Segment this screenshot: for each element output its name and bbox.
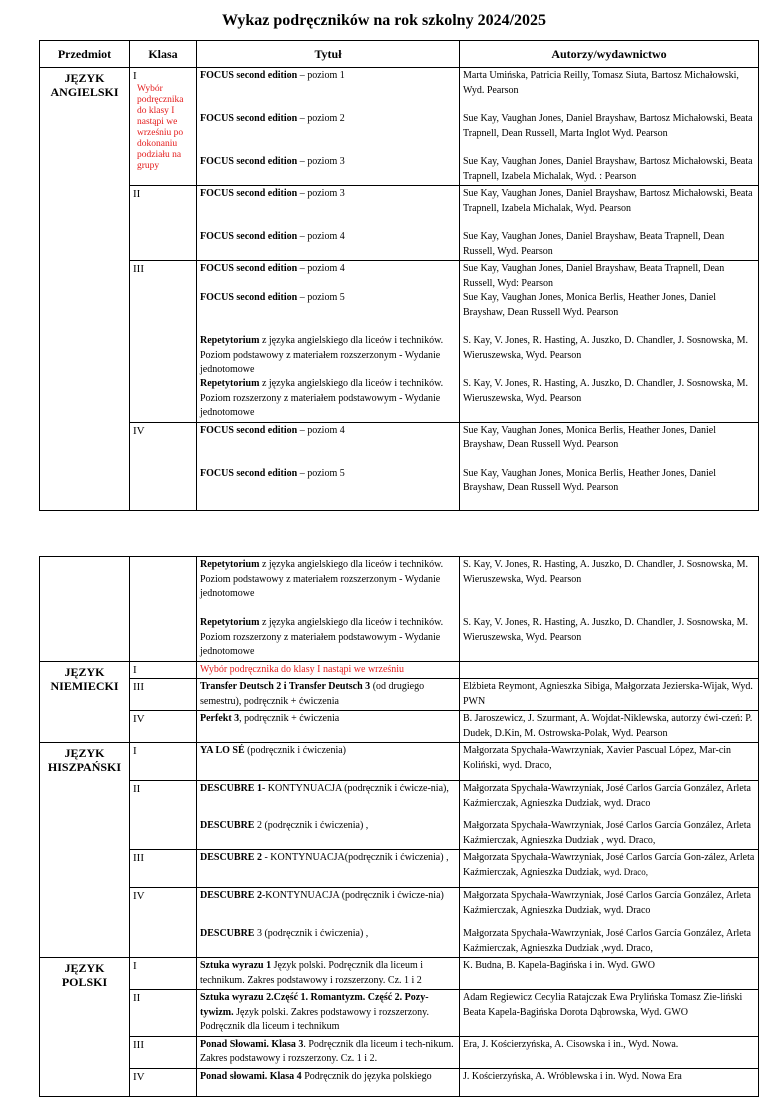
- book-title-rest: z języka angielskiego dla liceów i techników. Poziom rozszerzony z materiałem podstawowym - Wydanie jednotomowe: [200, 378, 444, 418]
- book-title-rest: z języka angielskiego dla liceów i techników. Poziom podstawowy z materiałem rozszerzonym - Wydanie jednotomowe: [200, 335, 444, 375]
- title-cell: [197, 711, 460, 743]
- class-cell: [130, 557, 197, 662]
- class-cell: IV: [130, 1068, 197, 1096]
- authors-cell: B. Jaroszewicz, J. Szurmant, A. Wojdat-Niklewska, autorzy ćwi-czeń: P. Dudek, D.Kin, M. Ostrowska-Polak, Wyd. Pearson: [460, 711, 759, 743]
- title-cell: [197, 422, 460, 510]
- title-cell: [197, 679, 460, 711]
- table-row: [40, 743, 759, 781]
- authors-cell: [460, 68, 759, 186]
- book-title-rest: 2 (podręcznik i ćwiczenia) ,: [254, 820, 369, 831]
- class-cell: I: [130, 661, 197, 679]
- authors-cell: [460, 422, 759, 510]
- table-row: [40, 422, 759, 510]
- title-cell: [197, 850, 460, 888]
- authors-text: S. Kay, V. Jones, R. Hasting, A. Juszko, D. Chandler, J. Sosnowska, M. Wieruszewska, Wyd. Pearson: [463, 335, 748, 361]
- authors-text: Sue Kay, Vaughan Jones, Monica Berlis, Heather Jones, Daniel Brayshaw, Dean Russell Wyd. Pearson: [463, 467, 716, 493]
- book-title: FOCUS second edition: [200, 231, 298, 242]
- table-row: [40, 1036, 759, 1068]
- book-title: FOCUS second edition: [200, 113, 298, 124]
- book-title-rest: – poziom 3: [297, 188, 345, 199]
- authors-cell: J. Kościerzyńska, A. Wróblewska i in. Wyd. Nowa Era: [460, 1068, 759, 1096]
- table-row: [40, 557, 759, 662]
- title-cell: [197, 781, 460, 850]
- page-title: Wykaz podręczników na rok szkolny 2024/2025: [221, 12, 547, 29]
- authors-text: S. Kay, V. Jones, R. Hasting, A. Juszko, D. Chandler, J. Sosnowska, M. Wieruszewska, Wyd. Pearson: [463, 617, 748, 643]
- title-cell: [197, 888, 460, 958]
- authors-text: S. Kay, V. Jones, R. Hasting, A. Juszko, D. Chandler, J. Sosnowska, M. Wieruszewska, Wyd. Pearson: [463, 559, 748, 585]
- class-cell: II: [130, 781, 197, 850]
- authors-text: Marta Umińska, Patricia Reilly, Tomasz Siuta, Bartosz Michałowski, Wyd. Pearson: [463, 70, 739, 96]
- book-title: Repetytorium: [200, 559, 260, 570]
- book-title-rest: – poziom 5: [297, 467, 345, 479]
- authors-text: Małgorzata Spychała-Wawrzyniak, José Carlos García González, Arleta Kaźmierczak, Agnieszka Dudziak , wyd. Draco,: [463, 820, 751, 846]
- class-cell: IV: [130, 711, 197, 743]
- subject-cell: JĘZYK HISZPAŃSKI: [40, 743, 130, 958]
- textbook-table-part-2: [39, 556, 759, 1097]
- title-cell: [197, 261, 460, 423]
- authors-text: Sue Kay, Vaughan Jones, Daniel Brayshaw, Beata Trapnell, Dean Russell, Wyd. Pearson: [463, 231, 725, 257]
- authors-cell: [460, 661, 759, 679]
- subject-cell: JĘZYK ANGIELSKI: [40, 68, 130, 511]
- subject-cell: JĘZYK POLSKI: [40, 958, 130, 1097]
- table-row: [40, 679, 759, 711]
- table-row: [40, 261, 759, 423]
- book-title: FOCUS second edition: [200, 156, 298, 167]
- authors-cell: Elżbieta Reymont, Agnieszka Sibiga, Małgorzata Jezierska-Wijak, Wyd. PWN: [460, 679, 759, 711]
- authors-publisher: wyd. Draco,: [603, 866, 649, 877]
- title-cell: [197, 1068, 460, 1096]
- class-note: Wybór podręcznika do klasy I nastąpi we wrześniu: [197, 661, 460, 679]
- authors-text: Sue Kay, Vaughan Jones, Monica Berlis, Heather Jones, Daniel Brayshaw, Dean Russell Wyd. Pearson: [463, 424, 716, 450]
- book-title-rest: – poziom 4: [297, 424, 345, 436]
- textbook-table-part-1: [39, 40, 759, 511]
- book-title-rest: – poziom 4: [297, 263, 345, 274]
- table-row: [40, 186, 759, 261]
- authors-text: Małgorzata Spychała-Wawrzyniak, José Carlos García González, Arleta Kaźmierczak, Agnieszka Dudziak, wyd. Draco: [463, 890, 751, 916]
- book-title: Repetytorium: [200, 617, 260, 628]
- book-title: FOCUS second edition: [200, 424, 298, 436]
- book-title-rest: . Podręcznik dla liceum i tech-nikum. Zakres podstawowy i rozszerzony. Cz. 1 i 2.: [200, 1038, 454, 1064]
- class-cell: II: [130, 990, 197, 1037]
- authors-text: Małgorzata Spychała-Wawrzyniak, José Carlos García Gon-zález, Arleta Kaźmierczak, Agnieszka Dudziak,: [463, 852, 755, 878]
- book-title: Repetytorium: [200, 378, 260, 389]
- book-title: Sztuka wyrazu 1: [200, 960, 272, 971]
- book-title-rest: - KONTYNUACJA (podręcznik i ćwicze-nia),: [261, 783, 449, 794]
- class-cell: II: [130, 186, 197, 261]
- book-title-rest: – poziom 5: [297, 292, 345, 303]
- authors-cell: [460, 557, 759, 662]
- book-title-rest: z języka angielskiego dla liceów i techników. Poziom rozszerzony z materiałem podstawowym - Wydanie jednotomowe: [200, 617, 444, 657]
- book-title-rest: (od drugiego semestru), podręcznik + ćwiczenia: [200, 681, 425, 707]
- table-row: [40, 711, 759, 743]
- title-cell: [197, 958, 460, 990]
- table-row: [40, 661, 759, 679]
- class-cell: [130, 68, 197, 186]
- book-title: DESCUBRE 2: [200, 890, 262, 901]
- authors-text: Małgorzata Spychała-Wawrzyniak, José Carlos García González, Arleta Kaźmierczak, Agnieszka Dudziak, wyd. Draco: [463, 783, 751, 809]
- table-header-row: [40, 41, 759, 68]
- book-title-rest: Podręcznik do języka polskiego: [301, 1070, 432, 1082]
- authors-text: Sue Kay, Vaughan Jones, Daniel Brayshaw, Bartosz Michałowski, Beata Trapnell, Dean Russell, Marta Inglot Wyd. Pearson: [463, 113, 753, 139]
- book-title-rest: - KONTYNUACJA(podręcznik i ćwiczenia) ,: [261, 852, 449, 863]
- book-title-rest: Język polski. Zakres podstawowy i rozszerzony. Podręcznik dla liceum i technikum: [200, 1006, 430, 1032]
- table-row: [40, 888, 759, 958]
- title-cell: [197, 1036, 460, 1068]
- book-title-rest: -KONTYNUACJA (podręcznik i ćwicze-nia): [261, 890, 444, 901]
- header-title: Tytuł: [197, 41, 460, 68]
- table-row: [40, 850, 759, 888]
- authors-cell: [460, 261, 759, 423]
- title-cell: [197, 68, 460, 186]
- authors-cell: [460, 888, 759, 958]
- book-title: Sztuka wyrazu 2.Część 1. Romantyzm. Część 2. Pozy-tywizm.: [200, 992, 429, 1018]
- book-title: Transfer Deutsch 2 i Transfer Deutsch 3: [200, 681, 371, 692]
- table-row: [40, 781, 759, 850]
- class-cell: III: [130, 1036, 197, 1068]
- book-title: DESCUBRE 1: [200, 783, 262, 794]
- class-cell: I: [130, 743, 197, 781]
- class-cell: I: [130, 958, 197, 990]
- header-subject: Przedmiot: [40, 41, 130, 68]
- table-row: [40, 1068, 759, 1096]
- class-cell: III: [130, 679, 197, 711]
- title-cell: [197, 990, 460, 1037]
- authors-text: Sue Kay, Vaughan Jones, Daniel Brayshaw, Beata Trapnell, Dean Russell, Wyd: Pearson: [463, 263, 725, 289]
- book-title-rest: – poziom 1: [297, 70, 345, 81]
- book-title-rest: Język polski. Podręcznik dla liceum i technikum. Zakres podstawowy i rozszerzony. Cz. 1 i 2: [200, 960, 424, 986]
- title-cell: [197, 743, 460, 781]
- subject-cell: JĘZYK NIEMIECKI: [40, 661, 130, 743]
- authors-cell: [460, 186, 759, 261]
- book-title-rest: – poziom 2: [297, 113, 345, 124]
- book-title: FOCUS second edition: [200, 467, 298, 479]
- authors-text: Sue Kay, Vaughan Jones, Monica Berlis, Heather Jones, Daniel Brayshaw, Dean Russell Wyd. Pearson: [463, 292, 716, 318]
- book-title: DESCUBRE 2: [200, 852, 262, 863]
- table-row: [40, 990, 759, 1037]
- class-cell: IV: [130, 888, 197, 958]
- book-title: YA LO SÉ: [200, 745, 245, 756]
- book-title-rest: , podręcznik + ćwiczenia: [239, 713, 340, 724]
- class-label: I: [133, 70, 137, 82]
- authors-cell: Małgorzata Spychała-Wawrzyniak, Xavier Pascual López, Mar-cin Koliński, wyd. Draco,: [460, 743, 759, 781]
- book-title: FOCUS second edition: [200, 292, 298, 303]
- subject-cell: [40, 557, 130, 662]
- header-authors: Autorzy/wydawnictwo: [460, 41, 759, 68]
- class-cell: III: [130, 850, 197, 888]
- table-row: [40, 68, 759, 186]
- book-title: Ponad Słowami. Klasa 3: [200, 1038, 304, 1050]
- book-title: FOCUS second edition: [200, 70, 298, 81]
- header-class: Klasa: [130, 41, 197, 68]
- class-cell: III: [130, 261, 197, 423]
- book-title-rest: – poziom 3: [297, 156, 345, 167]
- authors-cell: [460, 850, 759, 888]
- authors-cell: K. Budna, B. Kapela-Bagińska i in. Wyd. GWO: [460, 958, 759, 990]
- class-cell: IV: [130, 422, 197, 510]
- table-row: [40, 958, 759, 990]
- authors-text: Sue Kay, Vaughan Jones, Daniel Brayshaw, Bartosz Michałowski, Beata Trapnell, Izabela Michalak, Wyd. : Pearson: [463, 156, 753, 182]
- title-cell: [197, 186, 460, 261]
- authors-cell: [460, 781, 759, 850]
- authors-cell: Adam Regiewicz Cecylia Ratajczak Ewa Prylińska Tomasz Zie-liński Beata Kapela-Bagińska Dorota Dąbrowska, Wyd. GWO: [460, 990, 759, 1037]
- book-title-rest: – poziom 4: [297, 231, 345, 242]
- book-title: Ponad słowami. Klasa 4: [200, 1070, 302, 1082]
- book-title-rest: z języka angielskiego dla liceów i techników. Poziom podstawowy z materiałem rozszerzonym - Wydanie jednotomowe: [200, 559, 444, 599]
- book-title-rest: (podręcznik i ćwiczenia): [244, 745, 346, 756]
- book-title: FOCUS second edition: [200, 188, 298, 199]
- authors-text: Małgorzata Spychała-Wawrzyniak, José Carlos García González, Arleta Kaźmierczak, Agnieszka Dudziak ,wyd. Draco,: [463, 928, 751, 954]
- title-cell: [197, 557, 460, 662]
- book-title: DESCUBRE: [200, 928, 255, 939]
- book-title-rest: 3 (podręcznik i ćwiczenia) ,: [254, 928, 369, 939]
- authors-text: Sue Kay, Vaughan Jones, Daniel Brayshaw, Bartosz Michałowski, Beata Trapnell, Izabela Michalak, Wyd. Pearson: [463, 188, 753, 214]
- book-title: Perfekt 3: [200, 713, 240, 724]
- book-title: DESCUBRE: [200, 820, 255, 831]
- authors-cell: Era, J. Kościerzyńska, A. Cisowska i in., Wyd. Nowa.: [460, 1036, 759, 1068]
- book-title: FOCUS second edition: [200, 263, 298, 274]
- authors-text: S. Kay, V. Jones, R. Hasting, A. Juszko, D. Chandler, J. Sosnowska, M. Wieruszewska, Wyd. Pearson: [463, 378, 748, 404]
- book-title: Repetytorium: [200, 335, 260, 346]
- class-note: Wybór podręcznika do klasy I nastąpi we wrześniu po dokonaniu podziału na grupy: [137, 83, 184, 171]
